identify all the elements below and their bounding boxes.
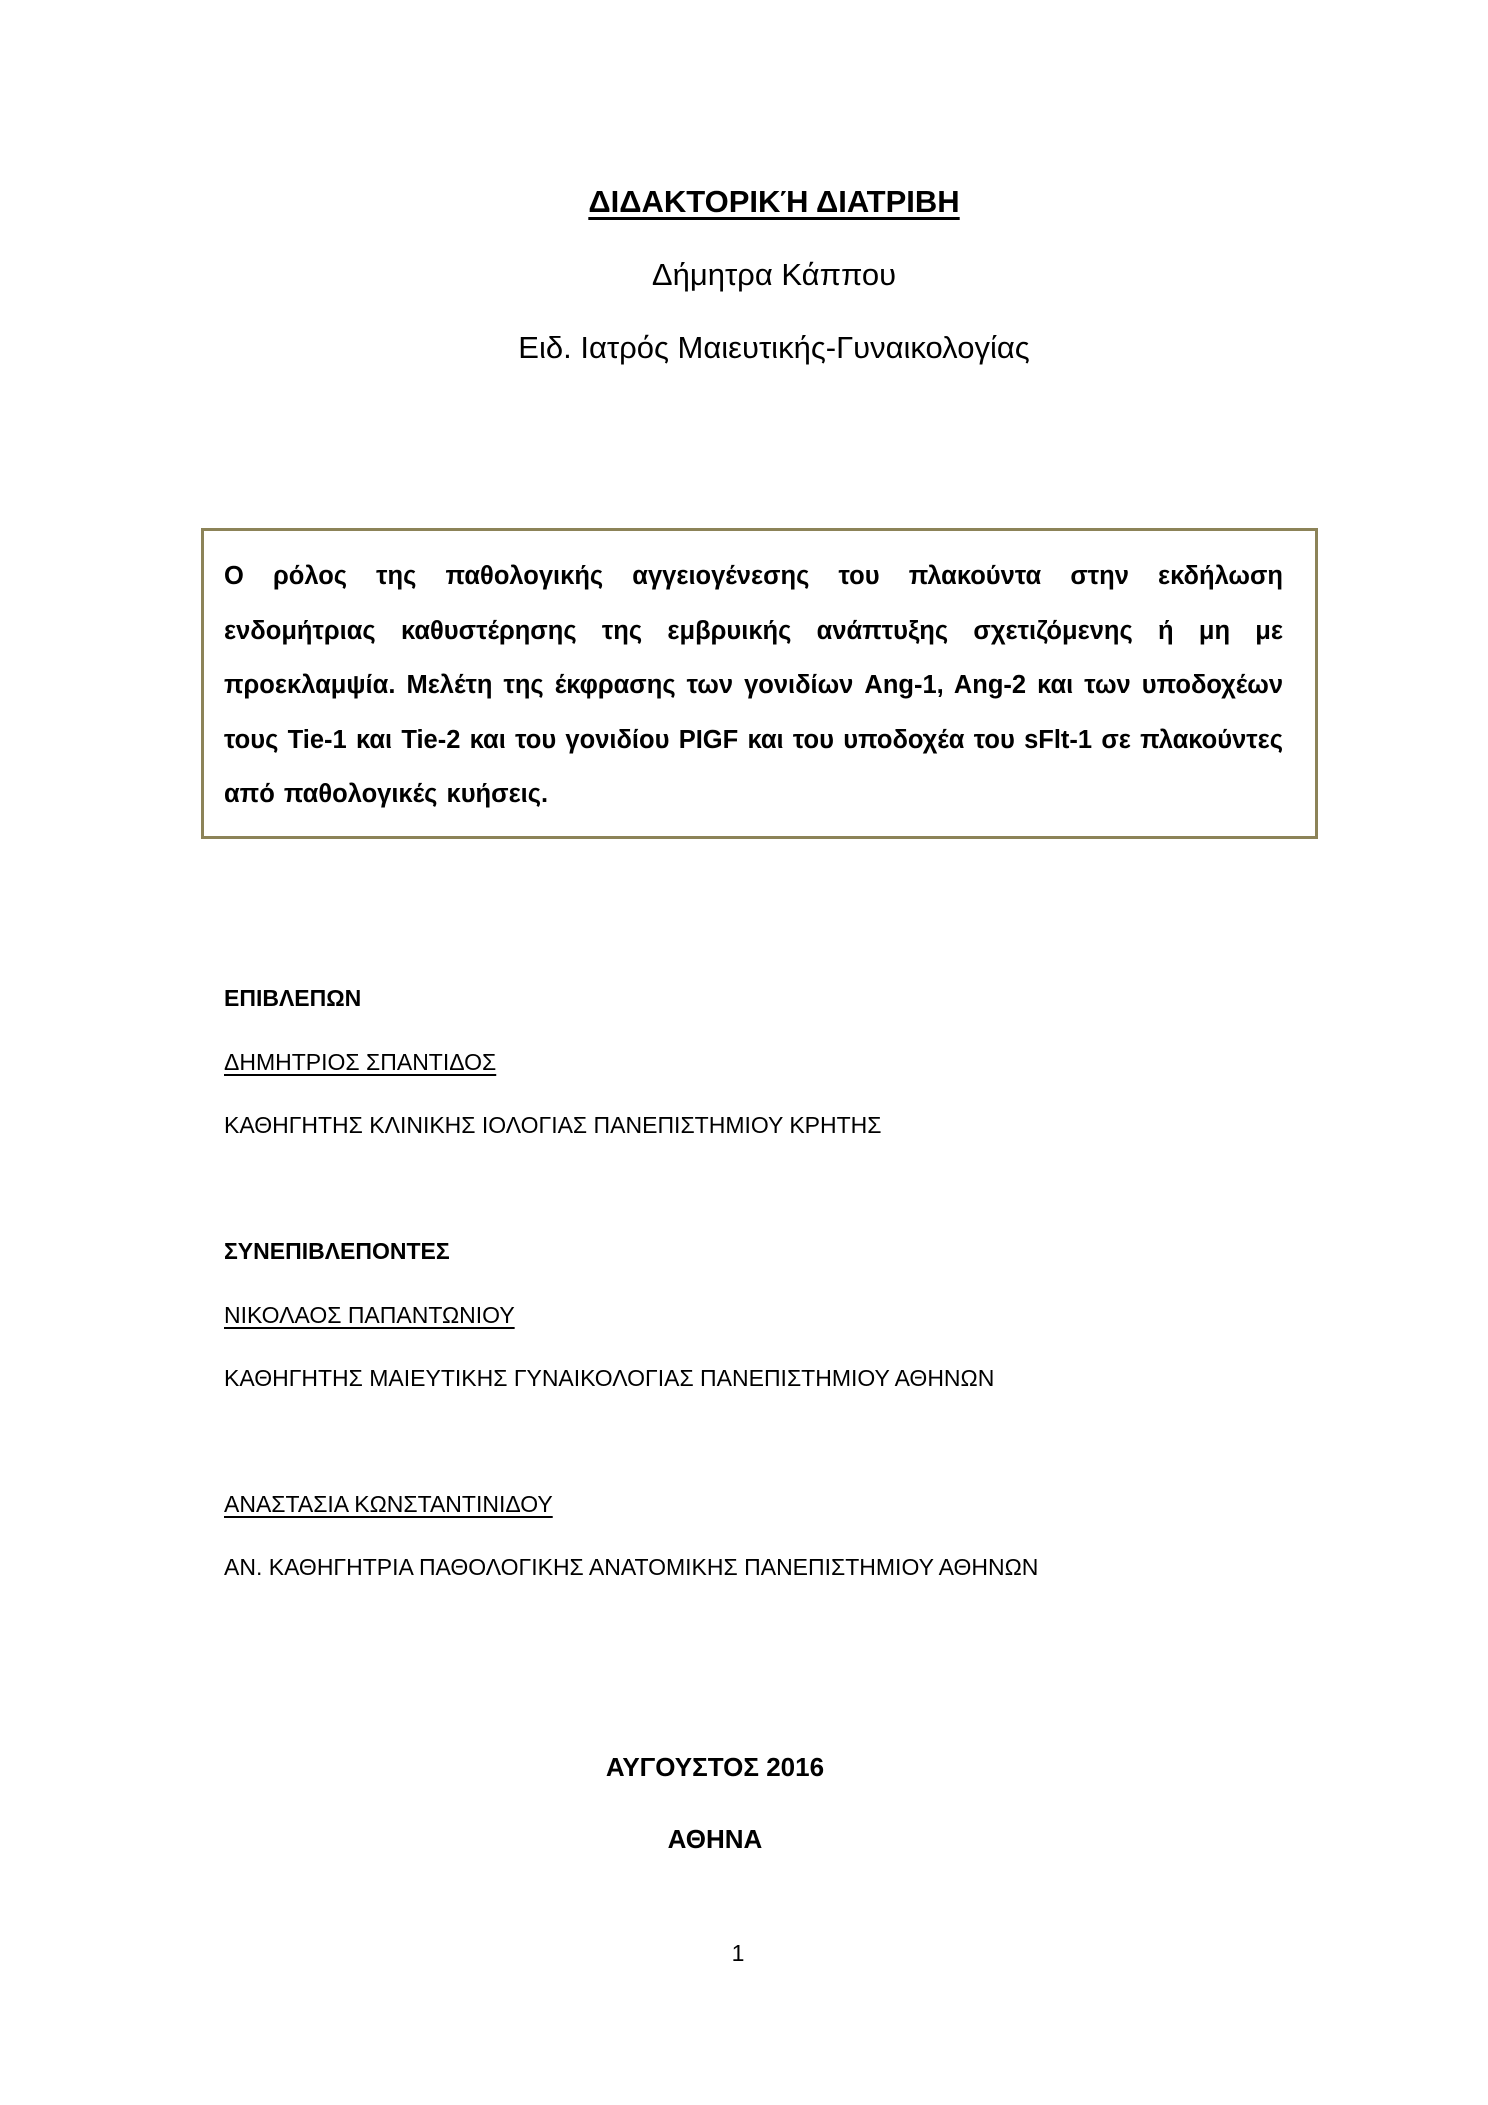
co-supervisor-name: ΝΙΚΟΛΑΟΣ ΠΑΠΑΝΤΩΝΙΟΥ <box>224 1302 515 1328</box>
document-type-heading: ΔΙΔΑΚΤΟΡΙΚΉ ΔΙΑΤΡΙΒΗ <box>588 184 960 219</box>
co-supervisor-role: ΑΝ. ΚΑΘΗΓΗΤΡΙΑ ΠΑΘΟΛΟΓΙΚΗΣ ΑΝΑΤΟΜΙΚΗΣ ΠΑΝΕΠΙΣΤΗΜΙΟΥ ΑΘΗΝΩΝ <box>224 1554 1039 1580</box>
co-supervisor-name: ΑΝΑΣΤΑΣΙΑ ΚΩΝΣΤΑΝΤΙΝΙΔΟΥ <box>224 1491 553 1517</box>
page-number: 1 <box>731 1940 745 1966</box>
supervisor-name: ΔΗΜΗΤΡΙΟΣ ΣΠΑΝΤΙΔΟΣ <box>224 1049 497 1075</box>
co-supervisor-role: ΚΑΘΗΓΗΤΗΣ ΜΑΙΕΥΤΙΚΗΣ ΓΥΝΑΙΚΟΛΟΓΙΑΣ ΠΑΝΕΠΙΣΤΗΜΙΟΥ ΑΘΗΝΩΝ <box>224 1365 995 1391</box>
co-supervisors-label: ΣΥΝΕΠΙΒΛΕΠΟΝΤΕΣ <box>224 1238 450 1264</box>
thesis-title-box <box>201 528 1318 839</box>
author-name: Δήμητρα Κάππου <box>651 257 897 292</box>
thesis-title: Ο ρόλος της παθολογικής αγγειογένεσης του πλακούντα στην εκδήλωση ενδομήτριας καθυστέρησης της εμβρυικής ανάπτυξης σχετιζόμενης ή μη με προεκλαμψία. Μελέτη της έκφρασης των γονιδίων Ang-1, Ang-2 και των υποδοχέων τους Tie-1 και Tie-2 και του γονιδίου PIGF και του υποδοχέα του sFlt-1 σε πλακούντες από παθολογικές κυήσεις. <box>224 562 1283 808</box>
date-line: ΑΥΓΟΥΣΤΟΣ 2016 <box>605 1752 825 1782</box>
supervisor-label: ΕΠΙΒΛΕΠΩΝ <box>224 985 362 1011</box>
city-line: ΑΘΗΝΑ <box>667 1824 763 1854</box>
author-specialty: Ειδ. Ιατρός Μαιευτικής-Γυναικολογίας <box>518 330 1030 365</box>
supervisor-role: ΚΑΘΗΓΗΤΗΣ ΚΛΙΝΙΚΗΣ ΙΟΛΟΓΙΑΣ ΠΑΝΕΠΙΣΤΗΜΙΟΥ ΚΡΗΤΗΣ <box>224 1112 882 1138</box>
